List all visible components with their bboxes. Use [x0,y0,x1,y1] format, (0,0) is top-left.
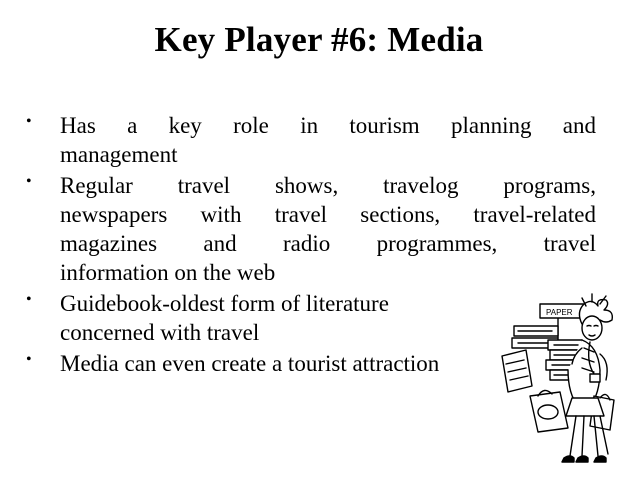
tourist-with-guidebooks-icon [498,278,618,474]
bullet-line: Guidebook-oldest form of literature [60,291,389,316]
bullet-line: information on the web [60,260,276,285]
bullet-line: magazines and radio programmes, travel [60,231,596,256]
slide-title: Key Player #6: Media [154,20,484,59]
bullet-line: Regular travel shows, travelog programs, [60,173,596,198]
bullet-line: Has a key role in tourism planning and [60,113,596,138]
bullet-line: concerned with travel [60,320,260,345]
bullet-text [60,171,596,287]
bullet-line: newspapers with travel sections, travel-related [60,202,596,227]
bullet-item [26,171,596,287]
bullet-item [26,111,596,169]
bullet-icon: • [26,173,32,190]
sign-text: PAPER [546,308,573,317]
bullet-icon: • [26,113,32,130]
bullet-icon: • [26,291,32,308]
bullet-text [60,111,596,169]
bullet-line: Media can even create a tourist attraction [60,351,440,376]
bullet-line: management [60,142,178,167]
bullet-icon: • [26,351,32,368]
